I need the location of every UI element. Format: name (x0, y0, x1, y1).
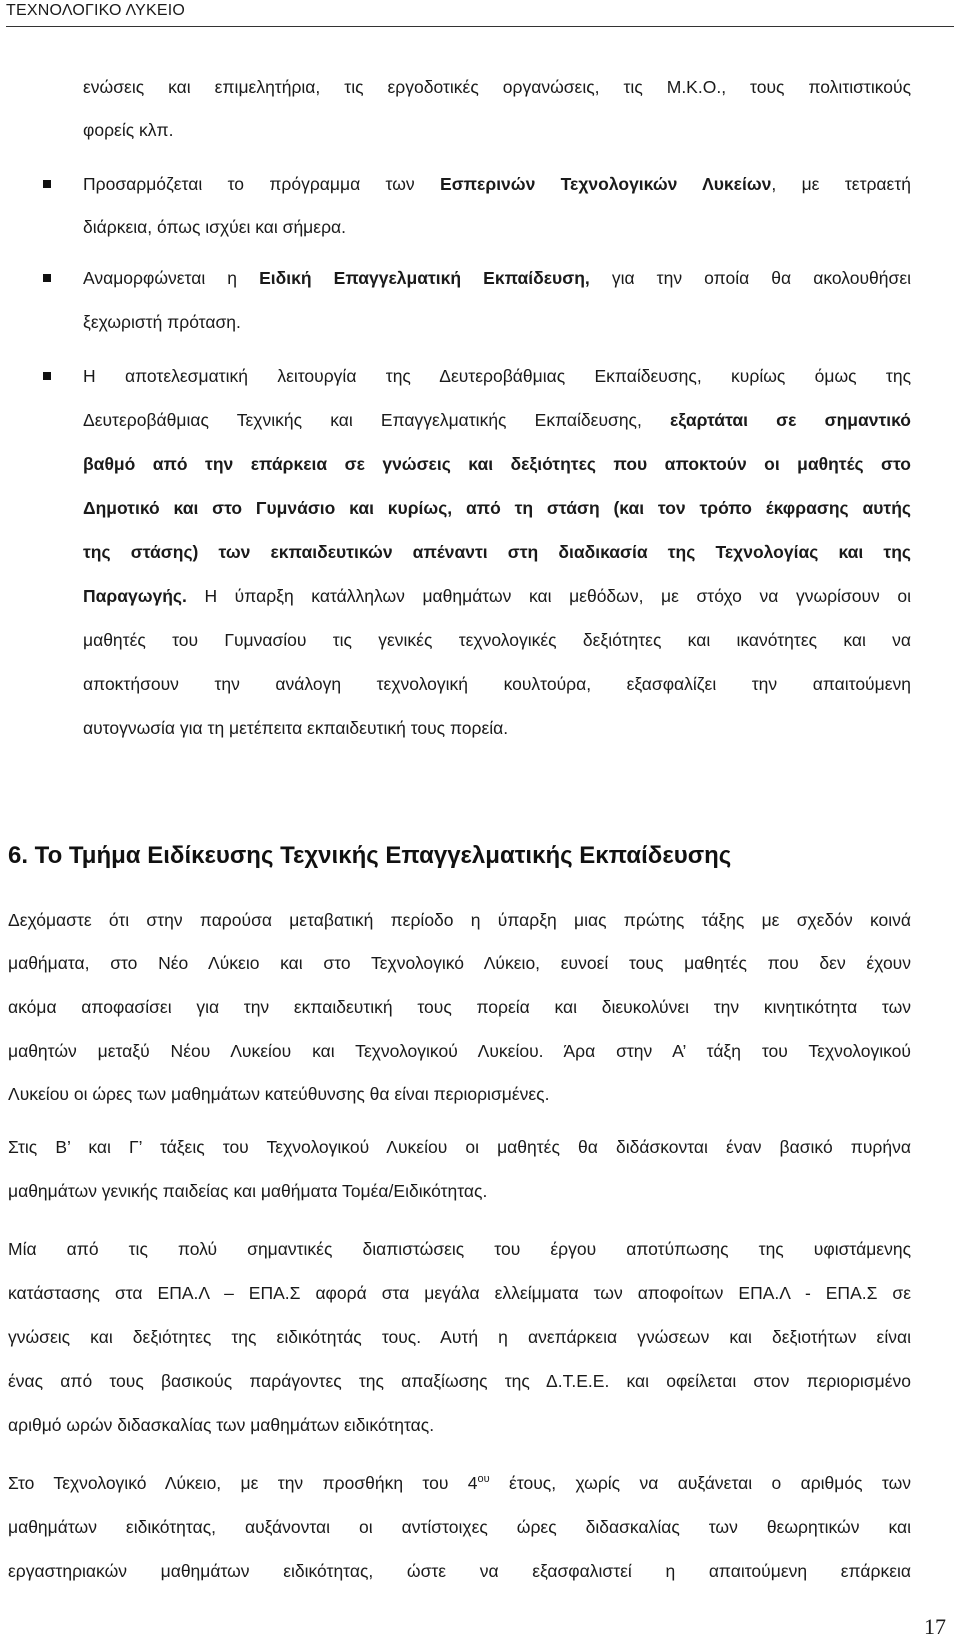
bullet-2-line-2: ξεχωριστή πρόταση. (83, 312, 241, 332)
bullet-2-line-1 (83, 266, 911, 291)
bullet-3-line-5: της στάσης) των εκπαιδευτικών απέναντι στη διαδικασία της Τεχνολογίας και της (83, 542, 911, 562)
p3-line-3: γνώσεις και δεξιότητες της ειδικότητάς τους. Αυτή η ανεπάρκεια γνώσεων και δεξιοτήτων είναι (8, 1327, 911, 1347)
bullet-1-line-2: διάρκεια, όπως ισχύει και σήμερα. (83, 217, 347, 237)
page-number: 17 (924, 1614, 946, 1639)
p4-line-2: μαθημάτων ειδικότητας, αυξάνονται οι αντίστοιχες ώρες διδασκαλίας των θεωρητικών και (8, 1517, 911, 1537)
p3-line-1: Μία από τις πολύ σημαντικές διαπιστώσεις του έργου αποτύπωσης της υφιστάμενης (8, 1239, 911, 1259)
bullet-marker (43, 180, 51, 188)
p3-line-4: ένας από τους βασικούς παράγοντες της απαξίωσης της Δ.Τ.Ε.Ε. και οφείλεται στον περιορισμένο (8, 1371, 911, 1391)
bullet-3-line-9: αυτογνωσία για τη μετέπειτα εκπαιδευτική τους πορεία. (83, 718, 509, 738)
p4-superscript: ου (477, 1473, 490, 1486)
bullet-1-line-1 (83, 172, 911, 197)
bullet-3-line-4: Δημοτικό και στο Γυμνάσιο και κυρίως, από τη στάση (και τον τρόπο έκφρασης αυτής (83, 498, 911, 518)
p1-line-5: Λυκείου οι ώρες των μαθημάτων κατεύθυνσης θα είναι περιορισμένες. (8, 1084, 550, 1104)
p1-line-1: Δεχόμαστε ότι στην παρούσα μεταβατική περίοδο η ύπαρξη μιας πρώτης τάξης με σχεδόν κοινά (8, 910, 911, 930)
bullet-marker (43, 372, 51, 380)
bullet-3-text: Δευτεροβάθμιας Τεχνικής και Επαγγελματικής Εκπαίδευσης, (83, 410, 670, 430)
bullet-3-bold: εξαρτάται σε σημαντικό (670, 410, 911, 430)
p1-line-4: μαθητών μεταξύ Νέου Λυκείου και Τεχνολογικού Λυκείου. Άρα στην Α’ τάξη του Τεχνολογικού (8, 1041, 911, 1061)
p2-line-1: Στις Β’ και Γ’ τάξεις του Τεχνολογικού Λυκείου οι μαθητές θα διδάσκονται έναν βασικό πυρήνα (8, 1137, 911, 1157)
p4-line-1 (8, 1471, 911, 1496)
bullet-3-line-6 (83, 584, 911, 609)
bullet-3-line-7: μαθητές του Γυμνασίου τις γενικές τεχνολογικές δεξιότητες και ικανότητες και να (83, 630, 911, 650)
p4-text-a: Στο Τεχνολογικό Λύκειο, με την προσθήκη του 4 (8, 1473, 478, 1493)
intro-line-2: φορείς κλπ. (83, 120, 174, 140)
bullet-3-line-3: βαθμό από την επάρκεια σε γνώσεις και δεξιότητες που αποκτούν οι μαθητές στο (83, 454, 911, 474)
p2-line-2: μαθημάτων γενικής παιδείας και μαθήματα Τομέα/Ειδικότητας. (8, 1181, 488, 1201)
bullet-marker (43, 274, 51, 282)
intro-line-1: ενώσεις και επιμελητήρια, τις εργοδοτικές οργανώσεις, τις Μ.Κ.Ο., τους πολιτιστικούς (83, 77, 911, 97)
bullet-2-text-a: Αναμορφώνεται η (83, 268, 260, 288)
bullet-2-text-b: για την οποία θα ακολουθήσει (589, 268, 912, 288)
bullet-3-bold-end: Παραγωγής. (83, 586, 187, 606)
bullet-3-line-2 (83, 408, 911, 433)
bullet-1-text-a: Προσαρμόζεται το πρόγραμμα των (83, 174, 441, 194)
bullet-1-text-b: , με τετραετή (771, 174, 911, 194)
section-heading: 6. Το Τμήμα Ειδίκευσης Τεχνικής Επαγγελματικής Εκπαίδευσης (8, 842, 732, 869)
header-title: ΤΕΧΝΟΛΟΓΙΚΟ ΛΥΚΕΙΟ (6, 2, 186, 19)
bullet-1-bold: Εσπερινών Τεχνολογικών Λυκείων (440, 174, 772, 194)
bullet-3-line-1: Η αποτελεσματική λειτουργία της Δευτεροβάθμιας Εκπαίδευσης, κυρίως όμως της (83, 366, 911, 386)
bullet-2-bold: Ειδική Επαγγελματική Εκπαίδευση, (259, 268, 590, 288)
p1-line-2: μαθήματα, στο Νέο Λύκειο και στο Τεχνολογικό Λύκειο, ευνοεί τους μαθητές που δεν έχουν (8, 953, 911, 973)
p4-line-3: εργαστηριακών μαθημάτων ειδικότητας, ώστε να εξασφαλιστεί η απαιτούμενη επάρκεια (8, 1561, 911, 1581)
page-header (6, 0, 954, 27)
p1-line-3: ακόμα αποφασίσει για την εκπαιδευτική τους πορεία και διευκολύνει την κινητικότητα των (8, 997, 911, 1017)
p3-line-5: αριθμό ωρών διδασκαλίας των μαθημάτων ειδικότητας. (8, 1415, 435, 1435)
p3-line-2: κατάστασης στα ΕΠΑ.Λ – ΕΠΑ.Σ αφορά στα μεγάλα ελλείμματα των αποφοίτων ΕΠΑ.Λ - ΕΠΑ.Σ σε (8, 1283, 911, 1303)
bullet-3-line-8: αποκτήσουν την ανάλογη τεχνολογική κουλτούρα, εξασφαλίζει την απαιτούμενη (83, 674, 911, 694)
p4-text-b: έτους, χωρίς να αυξάνεται ο αριθμός των (489, 1473, 911, 1493)
bullet-3-text-cont: Η ύπαρξη κατάλληλων μαθημάτων και μεθόδων, με στόχο να γνωρίσουν οι (186, 586, 911, 606)
